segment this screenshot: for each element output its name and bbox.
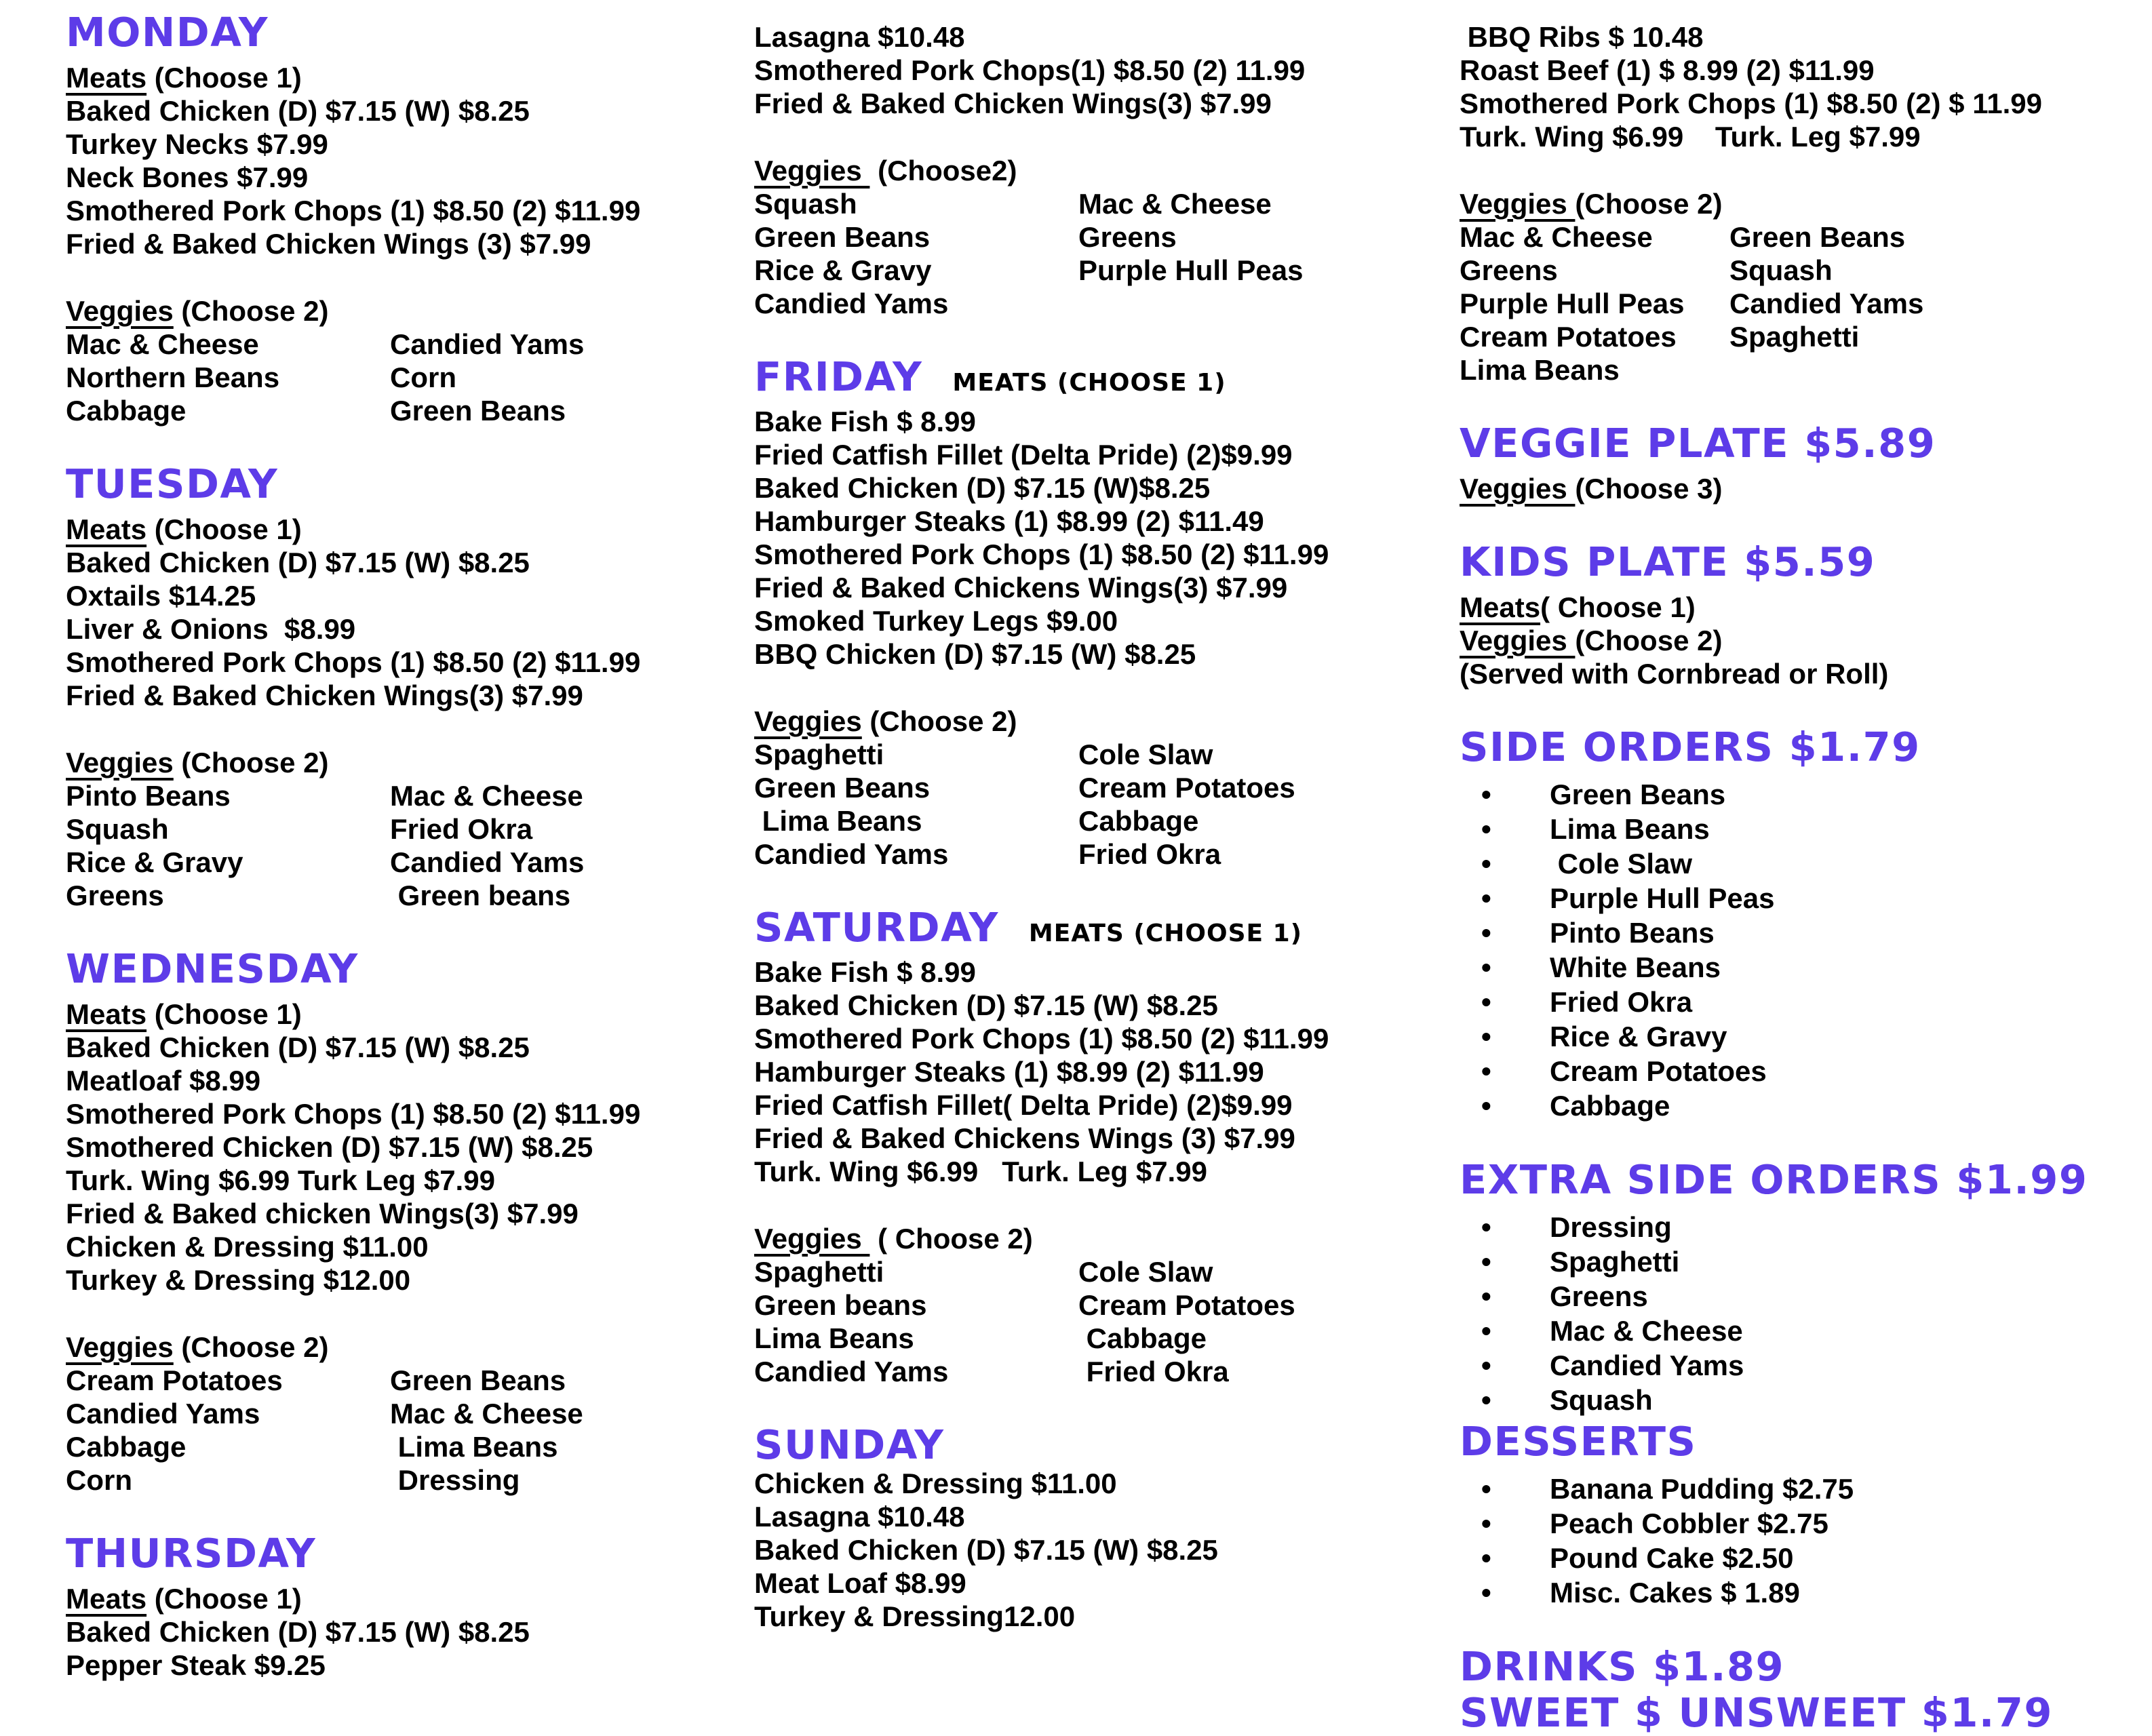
section-heading	[754, 1423, 1460, 1467]
pair-row	[754, 1322, 1460, 1355]
pair-item-right: Cole Slaw	[1078, 1256, 1213, 1288]
pair-item-left: Cream Potatoes	[66, 1364, 283, 1396]
section-heading	[66, 462, 754, 506]
section-heading	[66, 947, 754, 991]
section-heading	[1460, 422, 2145, 465]
bullet-item: • Green Beans	[1460, 777, 2145, 812]
pair-row	[754, 771, 1460, 804]
pair-item-right: Squash	[1729, 254, 1833, 286]
pair-row	[1460, 287, 2145, 320]
group-label-text: Veggies	[66, 295, 174, 327]
pair-item-right: Green Beans	[390, 1364, 566, 1396]
pair-row	[66, 361, 754, 394]
bullet-item: • Peach Cobbler $2.75	[1460, 1506, 2145, 1541]
pair-item-left: Rice & Gravy	[754, 254, 932, 286]
section-heading-text: MONDAY	[66, 9, 269, 56]
menu-item: Turk. Wing $6.99 Turk Leg $7.99	[66, 1164, 495, 1196]
group-label	[66, 1330, 754, 1364]
pair-item-right: Mac & Cheese	[390, 1398, 583, 1429]
pair-item-right: Corn	[390, 361, 456, 393]
menu-item: Roast Beef (1) $ 8.99 (2) $11.99	[1460, 54, 1875, 86]
menu-item: Lasagna $10.48	[754, 21, 965, 53]
group-label-text: Meats	[66, 62, 147, 94]
pair-item-left: Lima Beans	[1460, 354, 1620, 386]
menu-item: Smothered Pork Chops (1) $8.50 (2) $11.99	[66, 195, 641, 226]
menu-column	[754, 11, 1460, 1735]
group-choose-text: (Choose 1)	[146, 998, 302, 1030]
group-choose-text: (Choose 2)	[173, 295, 329, 327]
pair-row	[1460, 220, 2145, 254]
menu-item-list	[754, 405, 1460, 671]
group-label-text: Veggies	[66, 1331, 174, 1363]
bullet-item: • Spaghetti	[1460, 1244, 2145, 1279]
menu-item: Oxtails $14.25	[66, 580, 256, 612]
section-heading-text: SATURDAY	[754, 904, 999, 951]
veggie-pair-list	[66, 779, 754, 912]
pair-row	[1460, 353, 2145, 387]
note-line: (Served with Cornbread or Roll)	[1460, 658, 1889, 690]
pair-row	[754, 837, 1460, 871]
menu-item: Baked Chicken (D) $7.15 (W) $8.25	[66, 1031, 530, 1063]
bullet-item: • Pound Cake $2.50	[1460, 1541, 2145, 1575]
group-choose-text: ( Choose 2)	[869, 1223, 1033, 1255]
menu-item-list	[66, 1031, 754, 1297]
pair-row	[754, 804, 1460, 837]
pair-row	[66, 1463, 754, 1497]
section-heading	[1460, 1420, 2145, 1463]
menu-item-list	[754, 20, 1460, 120]
section-heading-text: SUNDAY	[754, 1421, 945, 1468]
menu-item: Smothered Pork Chops (1) $8.50 (2) $11.99	[66, 1098, 641, 1130]
pair-item-left: Candied Yams	[754, 1356, 949, 1387]
pair-item-left: Green Beans	[754, 772, 931, 804]
pair-item-right: Cabbage	[1078, 1322, 1207, 1354]
pair-row	[66, 1364, 754, 1397]
pair-row	[1460, 320, 2145, 353]
pair-item-left: Corn	[66, 1464, 132, 1496]
pair-item-right: Candied Yams	[1729, 288, 1924, 319]
section-heading-text: EXTRA SIDE ORDERS $1.99	[1460, 1156, 2088, 1203]
bullet-item: • Candied Yams	[1460, 1348, 2145, 1383]
group-label	[66, 294, 754, 328]
menu-item: Bake Fish $ 8.99	[754, 956, 976, 988]
menu-item: Baked Chicken (D) $7.15 (W) $8.25	[66, 1616, 530, 1648]
bullet-item: • Pinto Beans	[1460, 915, 2145, 950]
menu-column	[66, 11, 754, 1735]
menu-item: Fried & Baked Chickens Wings(3) $7.99	[754, 572, 1288, 604]
group-choose-text: (Choose 3)	[1575, 473, 1723, 505]
menu-item: Fried & Baked Chicken Wings(3) $7.99	[754, 87, 1272, 119]
bullet-item: • Banana Pudding $2.75	[1460, 1472, 2145, 1506]
pair-item-right: Cabbage	[1078, 805, 1199, 837]
pair-item-left: Green Beans	[754, 221, 931, 253]
section-heading-suffix: MEATS (CHOOSE 1)	[952, 369, 1226, 397]
section-heading	[1460, 1691, 2145, 1735]
group-label-text: Veggies	[1460, 625, 1576, 656]
menu-item-list	[754, 1467, 1460, 1633]
pair-item-left: Spaghetti	[754, 1256, 884, 1288]
group-label-text: Meats	[66, 998, 147, 1030]
menu-item: Meat Loaf $8.99	[754, 1567, 966, 1599]
pair-item-left: Candied Yams	[754, 838, 949, 870]
pair-item-right: Mac & Cheese	[1078, 188, 1272, 220]
menu-item: Baked Chicken (D) $7.15 (W) $8.25	[66, 95, 530, 127]
menu-item: Baked Chicken (D) $7.15 (W)$8.25	[754, 472, 1211, 504]
section-heading	[1460, 1645, 2145, 1689]
menu-item: Bake Fish $ 8.99	[754, 406, 976, 437]
menu-item: Smothered Pork Chops (1) $8.50 (2) $11.99	[754, 538, 1329, 570]
group-choose-text: (Choose 1)	[146, 62, 302, 94]
pair-item-right: Greens	[1078, 221, 1177, 253]
group-choose-text: (Choose 2)	[173, 1331, 329, 1363]
menu-item: Fried Catfish Fillet (Delta Pride) (2)$9.99	[754, 439, 1293, 471]
pair-row	[754, 220, 1460, 254]
pair-item-left: Spaghetti	[754, 738, 884, 770]
menu-item: Fried & Baked Chicken Wings (3) $7.99	[66, 228, 591, 260]
veggie-pair-list	[754, 738, 1460, 871]
pair-item-left: Candied Yams	[66, 1398, 260, 1429]
pair-row	[66, 879, 754, 912]
group-choose-text: (Choose 2)	[861, 705, 1017, 737]
bullet-item: • Purple Hull Peas	[1460, 881, 2145, 915]
pair-row	[754, 738, 1460, 771]
section-heading-text: SWEET $ UNSWEET $1.79	[1460, 1689, 2053, 1736]
veggie-pair-list	[66, 328, 754, 427]
group-label	[1460, 591, 2145, 624]
pair-row	[66, 812, 754, 846]
pair-row	[66, 1397, 754, 1430]
section-heading	[1460, 1158, 2145, 1202]
section-heading-text: SIDE ORDERS $1.79	[1460, 724, 1921, 770]
pair-item-right	[1729, 353, 2145, 387]
group-label-text: Veggies	[1460, 188, 1576, 220]
veggie-pair-list	[1460, 220, 2145, 387]
menu-item: Fried Catfish Fillet( Delta Pride) (2)$9.99	[754, 1089, 1293, 1121]
group-label	[754, 705, 1460, 738]
group-label-text: Veggies	[66, 747, 174, 778]
veggie-pair-list	[66, 1364, 754, 1497]
pair-item-left: Cabbage	[66, 395, 187, 427]
menu-item: Pepper Steak $9.25	[66, 1649, 326, 1681]
menu-item: Fried & Baked chicken Wings(3) $7.99	[66, 1198, 579, 1229]
menu-item-list	[66, 94, 754, 260]
pair-item-right: Mac & Cheese	[390, 780, 583, 812]
section-heading-text: DRINKS $1.89	[1460, 1643, 1785, 1690]
menu-item: Turk. Wing $6.99 Turk. Leg $7.99	[1460, 121, 1921, 153]
group-label	[66, 1582, 754, 1615]
bullet-item: • Cabbage	[1460, 1088, 2145, 1123]
pair-item-left: Mac & Cheese	[66, 328, 259, 360]
pair-item-left: Northern Beans	[66, 361, 280, 393]
pair-item-right: Cream Potatoes	[1078, 772, 1295, 804]
group-label	[66, 746, 754, 779]
group-choose-text: (Choose 2)	[173, 747, 329, 778]
section-heading	[66, 1532, 754, 1575]
pair-row	[66, 846, 754, 879]
pair-item-right: Fried Okra	[390, 813, 533, 845]
pair-item-left: Green beans	[754, 1289, 927, 1321]
pair-row	[66, 328, 754, 361]
group-choose-text: (Choose 1)	[146, 513, 302, 545]
menu-item: Smothered Chicken (D) $7.15 (W) $8.25	[66, 1131, 593, 1163]
pair-row	[66, 779, 754, 812]
pair-row	[1460, 254, 2145, 287]
pair-item-right: Dressing	[390, 1464, 520, 1496]
section-heading-text: VEGGIE PLATE $5.89	[1460, 420, 1936, 467]
pair-row	[754, 287, 1460, 320]
section-heading	[754, 906, 1460, 955]
bullet-list	[1460, 1210, 2145, 1417]
group-label	[754, 1222, 1460, 1255]
bullet-item: • Cole Slaw	[1460, 846, 2145, 881]
pair-item-left: Greens	[66, 880, 164, 911]
group-choose-text: (Choose 2)	[1575, 625, 1723, 656]
veggie-pair-list	[754, 1255, 1460, 1388]
pair-item-right: Fried Okra	[1078, 838, 1221, 870]
menu-item: Fried & Baked Chicken Wings(3) $7.99	[66, 679, 583, 711]
section-heading	[1460, 540, 2145, 584]
pair-item-left: Purple Hull Peas	[1460, 288, 1685, 319]
pair-item-left: Rice & Gravy	[66, 846, 243, 878]
menu-item: Hamburger Steaks (1) $8.99 (2) $11.99	[754, 1056, 1264, 1088]
menu-item: Chicken & Dressing $11.00	[754, 1467, 1117, 1499]
group-choose-text: (Choose 1)	[146, 1583, 302, 1615]
menu-item: Turkey Necks $7.99	[66, 128, 328, 160]
veggie-pair-list	[754, 187, 1460, 320]
menu-item: Smothered Pork Chops (1) $8.50 (2) $11.99	[66, 646, 641, 678]
menu-item: Smothered Pork Chops (1) $8.50 (2) $ 11.99	[1460, 87, 2042, 119]
menu-item-list	[66, 1615, 754, 1682]
menu-item: Turkey & Dressing $12.00	[66, 1264, 411, 1296]
section-heading	[66, 11, 754, 54]
group-label	[1460, 472, 2145, 505]
group-label-text: Meats	[1460, 591, 1541, 623]
bullet-item: • Lima Beans	[1460, 812, 2145, 846]
group-label-text: Meats	[66, 513, 147, 545]
group-label-text: Veggies	[754, 1223, 870, 1255]
menu-item: Smothered Pork Chops(1) $8.50 (2) 11.99	[754, 54, 1306, 86]
pair-item-right: Fried Okra	[1078, 1356, 1229, 1387]
pair-row	[754, 1355, 1460, 1388]
pair-item-right: Candied Yams	[390, 846, 585, 878]
group-label-text: Veggies	[754, 705, 862, 737]
pair-item-right: Green beans	[390, 880, 571, 911]
bullet-item: • Mac & Cheese	[1460, 1314, 2145, 1348]
pair-item-left: Squash	[754, 188, 857, 220]
pair-item-right: Spaghetti	[1729, 321, 1860, 353]
menu-item-list	[754, 955, 1460, 1188]
pair-row	[66, 1430, 754, 1463]
menu-item: Smoked Turkey Legs $9.00	[754, 605, 1118, 637]
section-heading-text: KIDS PLATE $5.59	[1460, 538, 1876, 585]
pair-item-right: Lima Beans	[390, 1431, 558, 1463]
section-heading	[1460, 726, 2145, 769]
bullet-item: • Misc. Cakes $ 1.89	[1460, 1575, 2145, 1610]
group-choose-text: ( Choose 1)	[1540, 591, 1696, 623]
bullet-item: • White Beans	[1460, 950, 2145, 985]
bullet-list	[1460, 777, 2145, 1123]
bullet-item: • Cream Potatoes	[1460, 1054, 2145, 1088]
menu-item: Neck Bones $7.99	[66, 161, 309, 193]
menu-item: BBQ Chicken (D) $7.15 (W) $8.25	[754, 638, 1196, 670]
section-heading-text: WEDNESDAY	[66, 945, 359, 992]
group-label	[754, 154, 1460, 187]
bullet-item: • Greens	[1460, 1279, 2145, 1314]
group-label	[1460, 624, 2145, 657]
group-label-text: Meats	[66, 1583, 147, 1615]
group-label	[66, 998, 754, 1031]
pair-item-left: Cream Potatoes	[1460, 321, 1677, 353]
menu-item: Chicken & Dressing $11.00	[66, 1231, 429, 1263]
pair-item-right: Green Beans	[390, 395, 566, 427]
menu-item: BBQ Ribs $ 10.48	[1460, 21, 1704, 53]
pair-item-left: Pinto Beans	[66, 780, 231, 812]
pair-row	[66, 394, 754, 427]
pair-item-left: Lima Beans	[754, 805, 922, 837]
menu-item: Lasagna $10.48	[754, 1501, 965, 1533]
pair-item-left: Mac & Cheese	[1460, 221, 1653, 253]
bullet-list	[1460, 1472, 2145, 1610]
menu-item: Baked Chicken (D) $7.15 (W) $8.25	[66, 547, 530, 578]
group-label-text: Veggies	[1460, 473, 1576, 505]
group-choose-text: (Choose2)	[869, 155, 1017, 186]
pair-row	[754, 1288, 1460, 1322]
pair-item-right: Purple Hull Peas	[1078, 254, 1304, 286]
pair-item-left: Candied Yams	[754, 288, 949, 319]
pair-item-right: Candied Yams	[390, 328, 585, 360]
group-label-text: Veggies	[754, 155, 870, 186]
menu-item: Baked Chicken (D) $7.15 (W) $8.25	[754, 1534, 1218, 1566]
menu-item-list	[66, 546, 754, 712]
menu-item: Liver & Onions $8.99	[66, 613, 356, 645]
section-heading	[754, 355, 1460, 405]
pair-item-left: Greens	[1460, 254, 1558, 286]
menu-item: Baked Chicken (D) $7.15 (W) $8.25	[754, 989, 1218, 1021]
pair-item-right: Cream Potatoes	[1078, 1289, 1295, 1321]
section-heading-text: DESSERTS	[1460, 1418, 1697, 1465]
pair-item-right: Green Beans	[1729, 221, 1906, 253]
group-label	[1460, 187, 2145, 220]
pair-row	[754, 187, 1460, 220]
pair-item-right: Cole Slaw	[1078, 738, 1213, 770]
section-heading-text: THURSDAY	[66, 1530, 317, 1577]
pair-item-right	[1078, 287, 1460, 320]
menu-item: Fried & Baked Chickens Wings (3) $7.99	[754, 1122, 1295, 1154]
pair-row	[754, 1255, 1460, 1288]
section-heading-text: FRIDAY	[754, 353, 923, 400]
pair-item-left: Lima Beans	[754, 1322, 914, 1354]
group-label	[66, 61, 754, 94]
bullet-item: • Rice & Gravy	[1460, 1019, 2145, 1054]
menu-item: Turk. Wing $6.99 Turk. Leg $7.99	[754, 1156, 1207, 1187]
bullet-item: • Squash	[1460, 1383, 2145, 1417]
group-choose-text: (Choose 2)	[1575, 188, 1723, 220]
menu-column	[1460, 11, 2145, 1735]
menu-item-list	[1460, 20, 2145, 153]
menu-item: Meatloaf $8.99	[66, 1065, 261, 1097]
group-label	[66, 513, 754, 546]
bullet-item: • Fried Okra	[1460, 985, 2145, 1019]
menu-item: Hamburger Steaks (1) $8.99 (2) $11.49	[754, 505, 1264, 537]
section-heading-text: TUESDAY	[66, 460, 279, 507]
bullet-item: • Dressing	[1460, 1210, 2145, 1244]
pair-row	[754, 254, 1460, 287]
pair-item-left: Cabbage	[66, 1431, 187, 1463]
pair-item-left: Squash	[66, 813, 169, 845]
section-heading-suffix: MEATS (CHOOSE 1)	[1028, 920, 1303, 947]
menu-item: Turkey & Dressing12.00	[754, 1600, 1076, 1632]
menu-item: Smothered Pork Chops (1) $8.50 (2) $11.99	[754, 1023, 1329, 1054]
